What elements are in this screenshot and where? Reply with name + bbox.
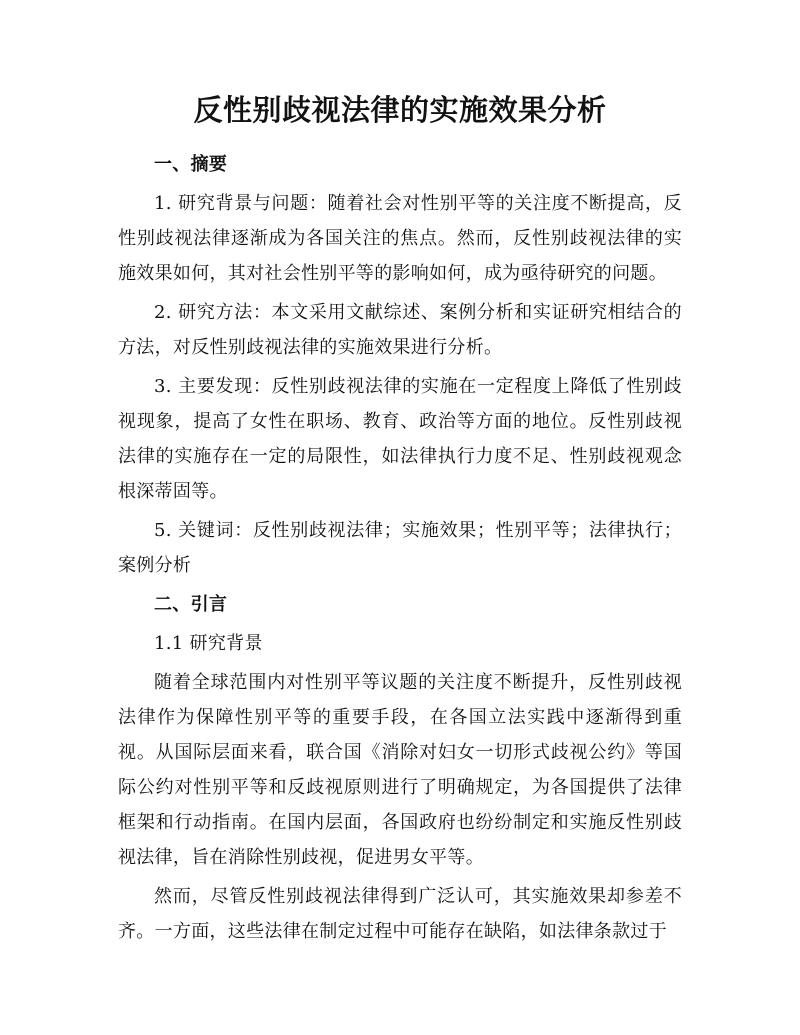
abstract-paragraph-findings: 3. 主要发现：反性别歧视法律的实施在一定程度上降低了性别歧视现象，提高了女性在职场、教育、政治等方面的地位。反性别歧视法律的实施存在一定的局限性，如法律执行力度不足、性别歧视观念根深蒂固等。 bbox=[118, 376, 682, 502]
subsection-heading-background: 1.1 研究背景 bbox=[154, 633, 263, 654]
abstract-paragraph-keywords: 5. 关键词：反性别歧视法律；实施效果；性别平等；法律执行；案例分析 bbox=[118, 520, 682, 576]
abstract-paragraph-background: 1. 研究背景与问题：随着社会对性别平等的关注度不断提高，反性别歧视法律逐渐成为各国关注的焦点。然而，反性别歧视法律的实施效果如何，其对社会性别平等的影响如何，成为亟待研究的问题。 bbox=[118, 193, 682, 284]
abstract-paragraph-method: 2. 研究方法：本文采用文献综述、案例分析和实证研究相结合的方法，对反性别歧视法律的实施效果进行分析。 bbox=[118, 302, 682, 358]
body-paragraph: 随着全球范围内对性别平等议题的关注度不断提升，反性别歧视法律作为保障性别平等的重要手段，在各国立法实践中逐渐得到重视。从国际层面来看，联合国《消除对妇女一切形式歧视公约》等国际公约对性别平等和反歧视原则进行了明确规定，为各国提供了法律框架和行动指南。在国内层面，各国政府也纷纷制定和实施反性别歧视法律，旨在消除性别歧视，促进男女平等。 bbox=[118, 672, 682, 868]
section-heading-introduction: 二、引言 bbox=[154, 594, 228, 615]
document-title: 反性别歧视法律的实施效果分析 bbox=[193, 93, 607, 127]
document-body bbox=[118, 147, 682, 953]
body-paragraph: 然而，尽管反性别歧视法律得到广泛认可，其实施效果却参差不齐。一方面，这些法律在制定过程中可能存在缺陷，如法律条款过于 bbox=[118, 886, 682, 942]
section-heading-abstract: 一、摘要 bbox=[154, 154, 228, 175]
